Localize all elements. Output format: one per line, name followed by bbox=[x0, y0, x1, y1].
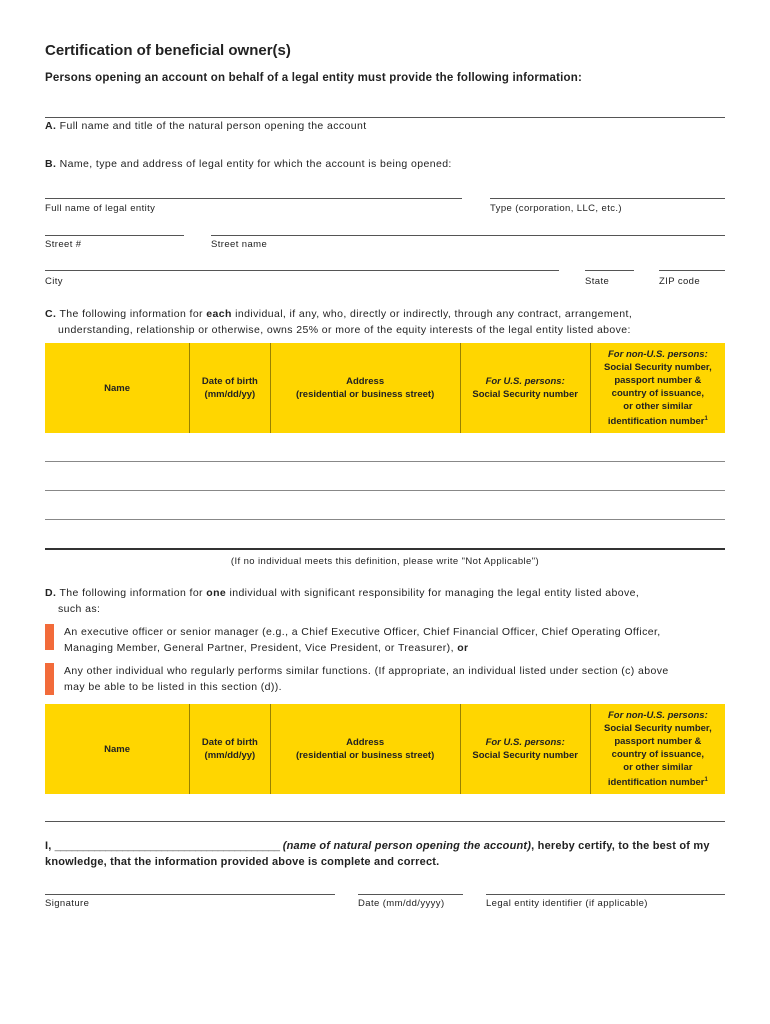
date-label: Date (mm/dd/yyyy) bbox=[358, 898, 445, 909]
col-name: Name bbox=[104, 743, 130, 755]
signature-label: Signature bbox=[45, 898, 90, 909]
bullet-marker-2 bbox=[45, 663, 54, 695]
full-name-legal-entity-label: Full name of legal entity bbox=[45, 203, 156, 214]
col-name: Name bbox=[104, 382, 130, 394]
state-label: State bbox=[585, 276, 610, 287]
col-non-us-persons: For non-U.S. persons: Social Security number, passport number & country of issuance, or other similar identification number$^1$ bbox=[590, 343, 725, 433]
date-field[interactable] bbox=[358, 894, 463, 895]
section-a-label: A. Full name and title of the natural person opening the account bbox=[45, 120, 367, 132]
page-title: Certification of beneficial owner(s) bbox=[45, 42, 291, 59]
state-field[interactable] bbox=[585, 270, 634, 271]
not-applicable-note: (If no individual meets this definition, please write "Not Applicable") bbox=[230, 556, 540, 567]
entity-type-field[interactable] bbox=[490, 198, 725, 199]
owner-row-3[interactable] bbox=[45, 519, 725, 520]
section-b-label: B. Name, type and address of legal entity for which the account is being opened: bbox=[45, 158, 452, 170]
col-dob: Date of birth (mm/dd/yy) bbox=[189, 343, 270, 433]
manager-table-header bbox=[45, 704, 725, 794]
zip-field[interactable] bbox=[659, 270, 725, 271]
bullet-1-text: An executive officer or senior manager (e.g., a Chief Executive Officer, Chief Financial Officer, Chief Operating Officer, Managing Member, General Partner, President, Vice President, or Treasurer), or bbox=[64, 626, 661, 654]
owner-row-4[interactable] bbox=[45, 548, 725, 550]
lei-label: Legal entity identifier (if applicable) bbox=[486, 898, 648, 909]
section-a-input-line[interactable] bbox=[45, 117, 725, 118]
col-address: Address (residential or business street) bbox=[270, 343, 460, 433]
lei-field[interactable] bbox=[486, 894, 725, 895]
entity-type-label: Type (corporation, LLC, etc.) bbox=[490, 203, 622, 214]
street-name-label: Street name bbox=[211, 239, 268, 250]
owners-table-header bbox=[45, 343, 725, 433]
bullet-2-text: Any other individual who regularly performs similar functions. (If appropriate, an individual listed under section (c) above may be able to be listed in this section (d)). bbox=[64, 665, 669, 693]
col-dob: Date of birth (mm/dd/yy) bbox=[189, 704, 270, 794]
certifier-name-field[interactable]: ________________________________________ bbox=[54, 840, 280, 852]
signature-field[interactable] bbox=[45, 894, 335, 895]
street-number-label: Street # bbox=[45, 239, 82, 250]
certification-statement: I, ________________________________________ (name of natural person opening the account), hereby certify, to the best of my knowledge, that the information provided above is complete and correct. bbox=[45, 840, 710, 868]
section-d-label: D. The following information for one individual with significant responsibility for managing the legal entity listed above, such as: bbox=[45, 587, 640, 615]
zip-label: ZIP code bbox=[659, 276, 701, 287]
col-non-us-persons: For non-U.S. persons: Social Security number, passport number & country of issuance, or other similar identification number$^1$ bbox=[590, 704, 725, 794]
page-subtitle: Persons opening an account on behalf of a legal entity must provide the following information: bbox=[45, 72, 582, 84]
street-name-field[interactable] bbox=[211, 235, 725, 236]
owner-row-1[interactable] bbox=[45, 461, 725, 462]
city-field[interactable] bbox=[45, 270, 559, 271]
col-us-persons: For U.S. persons: Social Security number bbox=[460, 343, 590, 433]
street-number-field[interactable] bbox=[45, 235, 184, 236]
col-address: Address (residential or business street) bbox=[270, 704, 460, 794]
full-name-legal-entity-field[interactable] bbox=[45, 198, 462, 199]
manager-row-1[interactable] bbox=[45, 821, 725, 822]
city-label: City bbox=[45, 276, 63, 287]
owner-row-2[interactable] bbox=[45, 490, 725, 491]
bullet-marker-1 bbox=[45, 624, 54, 650]
section-c-label: C. The following information for each individual, if any, who, directly or indirectly, through any contract, arrangement, understanding, relationship or otherwise, owns 25% or more of the equity interests of the legal entity listed above: bbox=[45, 308, 633, 336]
col-us-persons: For U.S. persons: Social Security number bbox=[460, 704, 590, 794]
